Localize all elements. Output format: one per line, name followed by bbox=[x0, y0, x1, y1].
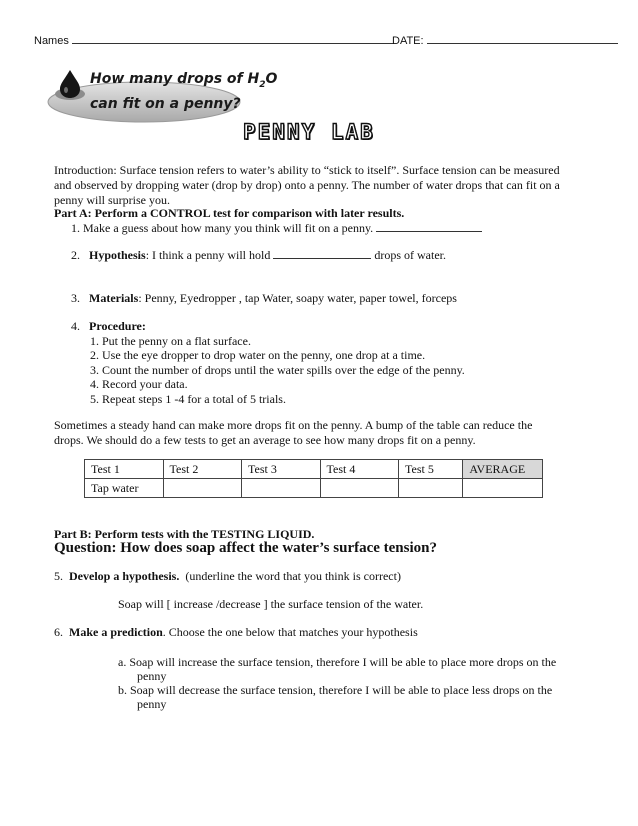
table-row bbox=[85, 479, 543, 498]
logo-question bbox=[90, 70, 277, 114]
names-field[interactable] bbox=[34, 34, 394, 47]
logo-h2o-end: O bbox=[265, 71, 278, 87]
q6-number: 6. bbox=[54, 625, 63, 639]
table-header-average: AVERAGE bbox=[463, 460, 543, 479]
q5-instruction: (underline the word that you think is correct) bbox=[185, 569, 401, 583]
table-header-cell: Test 1 bbox=[85, 460, 164, 479]
lab-logo bbox=[46, 66, 278, 124]
table-cell-input[interactable] bbox=[242, 479, 321, 498]
table-header-cell: Test 4 bbox=[320, 460, 399, 479]
data-table bbox=[84, 459, 543, 498]
hypothesis-end: drops of water. bbox=[374, 248, 446, 262]
part-b-heading: Part B: Perform tests with the TESTING LIQUID. bbox=[54, 527, 315, 541]
soap-hypothesis[interactable]: Soap will [ increase /decrease ] the surface tension of the water. bbox=[118, 597, 424, 611]
names-label: Names bbox=[34, 35, 69, 47]
logo-line-2: can fit on a penny? bbox=[90, 95, 241, 112]
names-blank[interactable] bbox=[72, 34, 394, 44]
procedure-step: 4. Record your data. bbox=[90, 377, 188, 391]
steady-line-1: Sometimes a steady hand can make more drops fit on the penny. A bump of the table can reduce the bbox=[54, 418, 533, 432]
date-field[interactable] bbox=[392, 34, 618, 47]
table-header-cell: Test 3 bbox=[242, 460, 321, 479]
q6-instruction: . Choose the one below that matches your hypothesis bbox=[162, 625, 418, 639]
materials-item bbox=[71, 291, 457, 306]
table-header-row bbox=[85, 460, 543, 479]
hypothesis-blank[interactable] bbox=[273, 248, 371, 259]
table-cell-input[interactable] bbox=[320, 479, 399, 498]
option-b-line-1[interactable]: b. Soap will decrease the surface tension, therefore I will be able to place less drops on the bbox=[118, 683, 553, 697]
procedure-item bbox=[71, 319, 146, 334]
procedure-number: 4. bbox=[71, 319, 80, 333]
procedure-label: Procedure: bbox=[89, 319, 146, 333]
steady-line-2: drops. We should do a few tests to get an average to see how many drops fit on a penny. bbox=[54, 433, 476, 447]
q5-number: 5. bbox=[54, 569, 63, 583]
q6-label: Make a prediction bbox=[69, 625, 163, 639]
table-header-cell: Test 5 bbox=[399, 460, 463, 479]
intro-line-1: Introduction: Surface tension refers to water’s ability to “stick to itself”. Surface tension can be measured bbox=[54, 163, 560, 177]
prediction-item bbox=[54, 625, 418, 640]
materials-number: 3. bbox=[71, 291, 80, 305]
table-header-cell: Test 2 bbox=[163, 460, 242, 479]
page-title: PENNY LAB bbox=[243, 120, 375, 144]
hypothesis-item bbox=[71, 248, 446, 263]
option-a-line-2: penny bbox=[137, 669, 167, 683]
table-cell-input[interactable] bbox=[463, 479, 543, 498]
guess-text: 1. Make a guess about how many you think will fit on a penny. bbox=[71, 221, 374, 235]
logo-h2o: H bbox=[247, 71, 260, 87]
procedure-step: 1. Put the penny on a flat surface. bbox=[90, 334, 251, 348]
option-b-line-2: penny bbox=[137, 697, 167, 711]
procedure-step: 2. Use the eye dropper to drop water on the penny, one drop at a time. bbox=[90, 348, 426, 362]
hypothesis-number: 2. bbox=[71, 248, 80, 262]
table-cell-input[interactable] bbox=[163, 479, 242, 498]
procedure-step: 3. Count the number of drops until the water spills over the edge of the penny. bbox=[90, 363, 465, 377]
guess-blank[interactable] bbox=[376, 221, 482, 232]
table-row-label: Tap water bbox=[85, 479, 164, 498]
option-a-line-1[interactable]: a. Soap will increase the surface tension, therefore I will be able to place more drops on the bbox=[118, 655, 557, 669]
logo-line-1: How many drops of bbox=[90, 71, 243, 87]
develop-hypothesis-item bbox=[54, 569, 401, 584]
part-b-question: Question: How does soap affect the water’s surface tension? bbox=[54, 540, 437, 556]
procedure-step: 5. Repeat steps 1 -4 for a total of 5 trials. bbox=[90, 392, 286, 406]
intro-line-2: and observed by dropping water (drop by drop) onto a penny. The number of water drops that can fit on a bbox=[54, 178, 560, 192]
part-a-heading: Part A: Perform a CONTROL test for comparison with later results. bbox=[54, 206, 405, 220]
materials-text: : Penny, Eyedropper , tap Water, soapy water, paper towel, forceps bbox=[138, 291, 457, 305]
q5-label: Develop a hypothesis. bbox=[69, 569, 180, 583]
date-blank[interactable] bbox=[427, 34, 618, 44]
logo-h2o-sub: 2 bbox=[259, 79, 266, 90]
guess-item bbox=[71, 221, 482, 236]
hypothesis-label: Hypothesis bbox=[89, 248, 146, 262]
intro-line-3: penny will surprise you. bbox=[54, 193, 170, 207]
table-cell-input[interactable] bbox=[399, 479, 463, 498]
hypothesis-text: : I think a penny will hold bbox=[145, 248, 271, 262]
materials-label: Materials bbox=[89, 291, 139, 305]
date-label: DATE: bbox=[392, 35, 424, 47]
